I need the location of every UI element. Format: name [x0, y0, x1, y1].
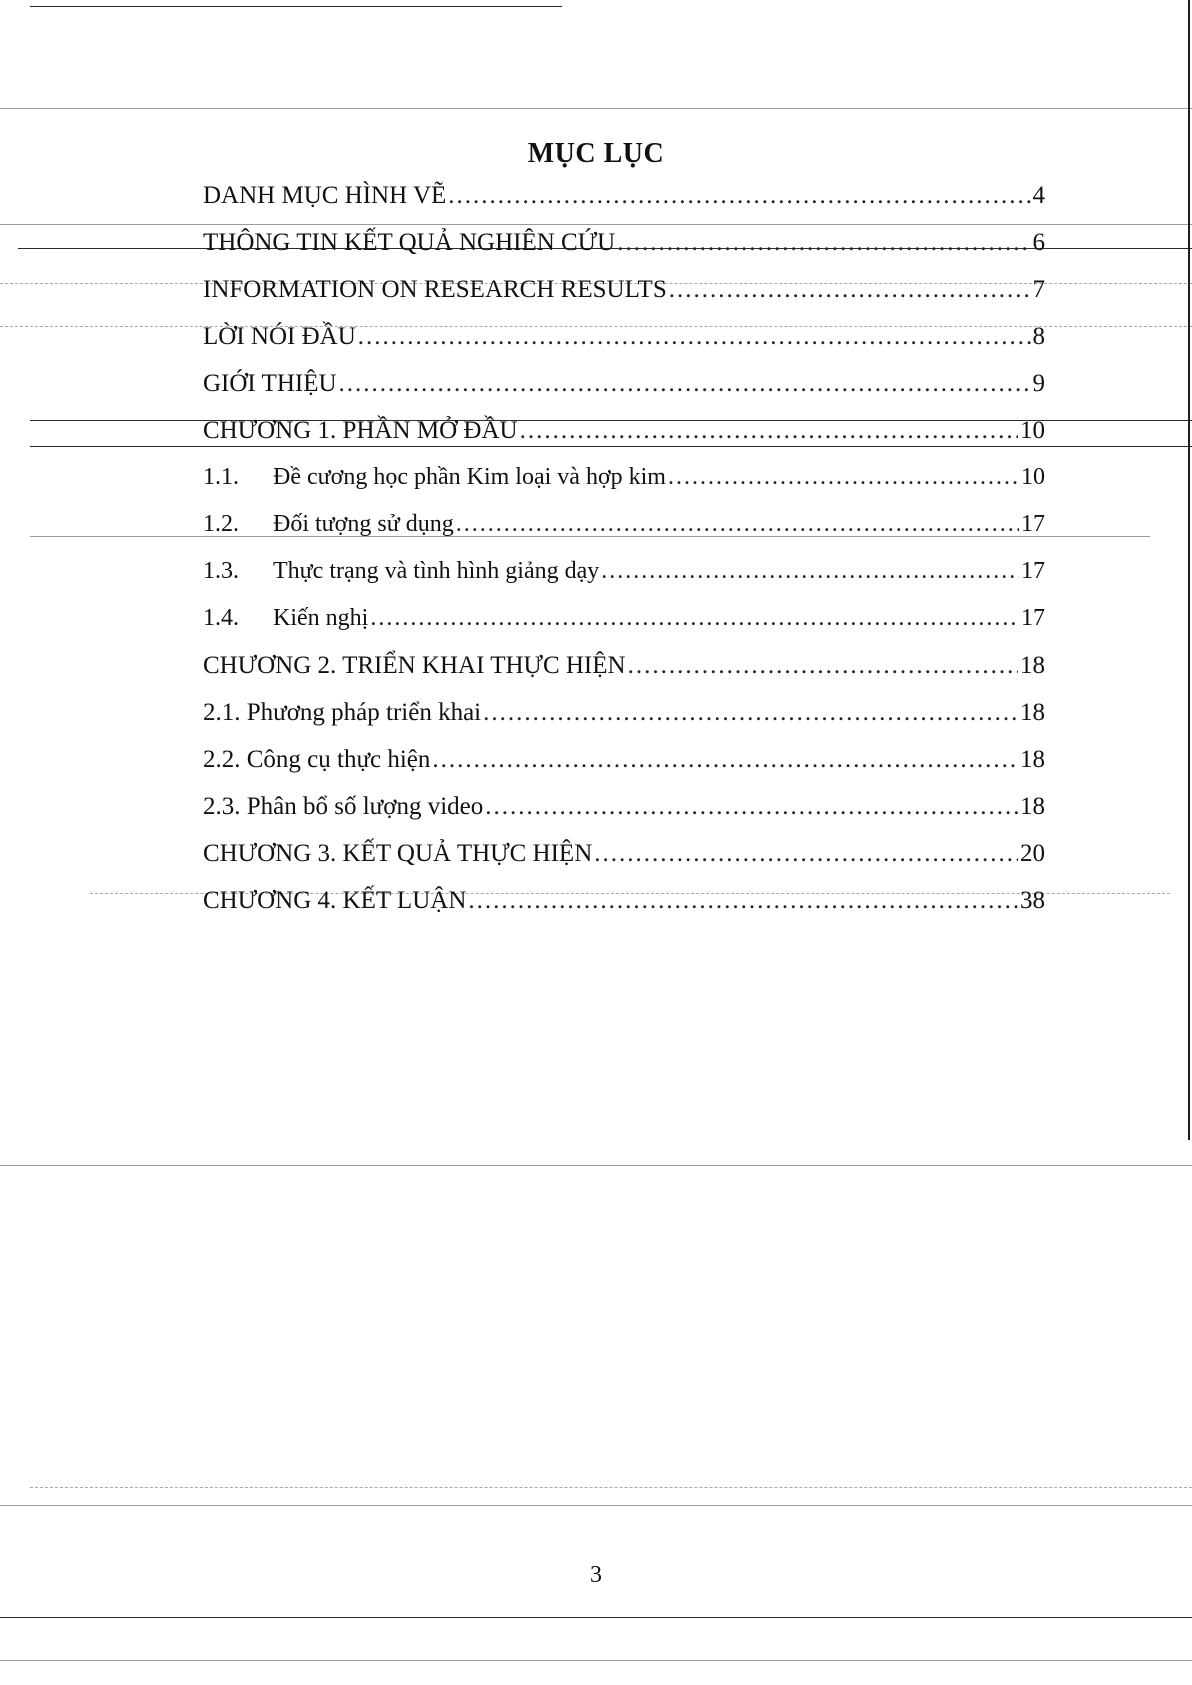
scan-line — [0, 108, 1192, 109]
scan-line — [30, 1487, 1192, 1488]
toc-dot-leader — [370, 605, 1019, 632]
toc-entry-page: 8 — [1032, 323, 1045, 350]
scan-line — [0, 1617, 1192, 1618]
toc-entry-title: LỜI NÓI ĐẦU — [203, 323, 356, 350]
toc-entry-page: 18 — [1020, 699, 1045, 726]
toc-entry — [203, 840, 1045, 887]
toc-entry-page: 4 — [1032, 182, 1045, 209]
toc-dot-leader — [485, 793, 1018, 821]
toc-dot-leader — [617, 229, 1030, 257]
toc-dot-leader — [456, 511, 1019, 538]
toc-entry-page: 17 — [1021, 605, 1045, 631]
toc-entry-number: 1.3. — [203, 558, 239, 584]
toc-entry-title: THÔNG TIN KẾT QUẢ NGHIÊN CỨU — [203, 229, 616, 256]
toc-dot-leader — [483, 699, 1018, 727]
toc-entry-number: 1.2. — [203, 511, 239, 537]
toc-entry-title: INFORMATION ON RESEARCH RESULTS — [203, 276, 667, 303]
scan-line — [0, 1165, 1192, 1166]
toc-entry — [203, 558, 1045, 605]
page-number: 3 — [590, 1562, 602, 1588]
toc-entry — [203, 887, 1045, 934]
toc-dot-leader — [520, 417, 1018, 445]
toc-dot-leader — [668, 464, 1019, 491]
toc-entry — [203, 746, 1045, 793]
toc-entry-title: CHƯƠNG 3. KẾT QUẢ THỰC HIỆN — [203, 840, 593, 867]
toc-entry-page: 6 — [1032, 229, 1045, 256]
toc-entry-page: 9 — [1032, 370, 1045, 397]
toc-entry — [203, 417, 1045, 464]
toc-entry-title: 2.2. Công cụ thực hiện — [203, 746, 431, 773]
toc-entry-page: 18 — [1020, 652, 1045, 679]
toc-dot-leader — [669, 276, 1031, 304]
toc-dot-leader — [594, 840, 1018, 868]
toc-dot-leader — [358, 323, 1031, 351]
toc-dot-leader — [468, 887, 1018, 915]
toc-entry — [203, 464, 1045, 511]
toc-dot-leader — [628, 652, 1018, 680]
toc-entry — [203, 323, 1045, 370]
toc-dot-leader — [448, 182, 1030, 210]
toc-entry-title: GIỚI THIỆU — [203, 370, 337, 397]
toc-entry-page: 38 — [1020, 887, 1045, 914]
toc-entry-title: CHƯƠNG 2. TRIỂN KHAI THỰC HIỆN — [203, 652, 626, 679]
toc-entry-page: 17 — [1021, 558, 1045, 584]
toc-entry — [203, 370, 1045, 417]
toc-dot-leader — [432, 746, 1018, 774]
toc-entry-title: 2.3. Phân bổ số lượng video — [203, 793, 484, 820]
toc-dot-leader — [601, 558, 1019, 585]
toc-entry — [203, 182, 1045, 229]
toc-entry-page: 20 — [1020, 840, 1045, 867]
toc-entry-title: DANH MỤC HÌNH VẼ — [203, 182, 447, 209]
toc-entry-title: Thực trạng và tình hình giảng dạy — [273, 558, 600, 584]
toc-entry-page: 10 — [1020, 417, 1045, 444]
toc-entry-title: Kiến nghị — [273, 605, 369, 631]
toc-entry — [203, 652, 1045, 699]
toc-entry-page: 10 — [1021, 464, 1045, 490]
toc-entry — [203, 793, 1045, 840]
toc-entry-title: 2.1. Phương pháp triển khai — [203, 699, 482, 726]
scan-line — [30, 6, 562, 7]
toc-entry-title: CHƯƠNG 4. KẾT LUẬN — [203, 887, 467, 914]
toc-entry — [203, 276, 1045, 323]
table-of-contents — [203, 182, 1045, 934]
toc-entry-title: Đối tượng sử dụng — [273, 511, 454, 537]
toc-entry — [203, 605, 1045, 652]
toc-entry-number: 1.4. — [203, 605, 239, 631]
toc-entry-title: Đề cương học phần Kim loại và hợp kim — [273, 464, 666, 490]
toc-entry-page: 18 — [1020, 793, 1045, 820]
toc-entry — [203, 699, 1045, 746]
toc-entry-page: 7 — [1032, 276, 1045, 303]
scan-line — [0, 1660, 1192, 1661]
toc-entry-title: CHƯƠNG 1. PHẦN MỞ ĐẦU — [203, 417, 518, 444]
toc-dot-leader — [339, 370, 1031, 398]
scan-edge — [1188, 0, 1190, 1140]
toc-entry-number: 1.1. — [203, 464, 239, 490]
toc-entry-page: 18 — [1020, 746, 1045, 773]
toc-entry — [203, 229, 1045, 276]
toc-entry-page: 17 — [1021, 511, 1045, 537]
scan-line — [0, 1505, 1192, 1506]
toc-heading: MỤC LỤC — [527, 138, 665, 169]
toc-entry — [203, 511, 1045, 558]
